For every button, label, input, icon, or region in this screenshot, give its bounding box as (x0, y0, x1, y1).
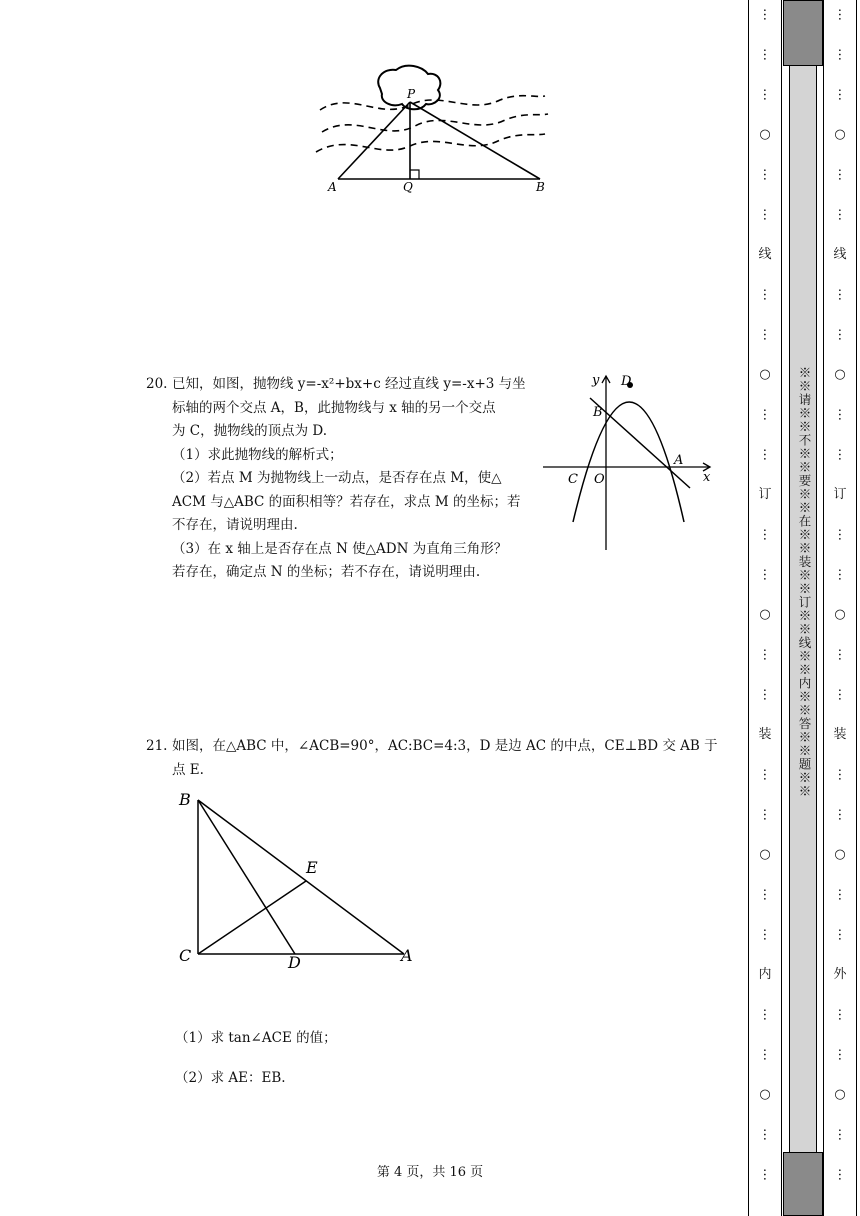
binding-strip-inner (748, 0, 782, 1216)
binding-mark: … (760, 1128, 775, 1141)
figure-q20 (540, 368, 720, 553)
binding-mark: … (760, 1168, 775, 1181)
label-D: D (621, 374, 632, 389)
right-angle-mark (410, 170, 419, 179)
label-x: x (703, 470, 711, 485)
part-2-line-1: （2）若点 M 为抛物线上一动点，是否存在点 M，使△ (172, 470, 502, 486)
figure-q21 (175, 785, 425, 975)
label-y: y (592, 373, 600, 388)
gray-block-bottom (783, 1152, 823, 1216)
label-A: A (328, 180, 337, 194)
binding-mark: … (760, 328, 775, 341)
label-P: P (407, 87, 416, 101)
binding-mark: … (835, 808, 850, 821)
binding-mark: ○ (759, 367, 771, 382)
binding-mark: 装 (833, 727, 847, 742)
binding-mark: … (835, 1048, 850, 1061)
label-Q: Q (403, 180, 413, 194)
parabola (573, 402, 684, 522)
question-20 (146, 373, 541, 585)
binding-mark: … (760, 1048, 775, 1061)
binding-mark: 装 (758, 727, 772, 742)
binding-mark: ○ (759, 1087, 771, 1102)
binding-mark: … (835, 328, 850, 341)
binding-mark: … (760, 168, 775, 181)
q21-part-1: （1）求 tan∠ACE 的值； (175, 1030, 337, 1046)
binding-mark: … (835, 88, 850, 101)
binding-mark: … (835, 888, 850, 901)
binding-mark: … (760, 1008, 775, 1021)
question-text-line-2: 标轴的两个交点 A，B，此抛物线与 x 轴的另一个交点 (172, 399, 496, 416)
binding-mark: … (835, 8, 850, 21)
binding-mark: 外 (833, 967, 847, 982)
q21-part-2: （2）求 AE：EB. (175, 1070, 286, 1086)
part-1: （1）求此抛物线的解析式； (172, 446, 343, 463)
binding-mark: … (760, 408, 775, 421)
question-text-line-3: 为 C，抛物线的顶点为 D. (172, 423, 328, 439)
binding-mark: … (760, 88, 775, 101)
page-footer: 第 4 页，共 16 页 (376, 1165, 484, 1180)
binding-gray-bar (783, 0, 823, 1216)
question-text-line-1: 已知，如图，抛物线 y=-x²+bx+c 经过直线 y=-x+3 与坐 (172, 376, 526, 392)
label-C: C (568, 472, 578, 487)
label-B: B (593, 405, 603, 420)
binding-mark: … (835, 928, 850, 941)
binding-mark: … (835, 288, 850, 301)
part-3-line-2: 若存在，确定点 N 的坐标；若不存在，请说明理由. (172, 564, 481, 580)
binding-mark: ○ (759, 847, 771, 862)
binding-mark: … (835, 208, 850, 221)
binding-mark: … (835, 48, 850, 61)
segment-PA (338, 102, 410, 179)
binding-mark: ○ (834, 367, 846, 382)
binding-mark: … (760, 528, 775, 541)
binding-notice: ※※请※※不※※要※※在※※装※※订※※线※※内※※答※※题※※ (797, 366, 812, 798)
binding-mark: … (835, 648, 850, 661)
binding-mark: ○ (759, 607, 771, 622)
segment-PB (410, 102, 540, 179)
label-B: B (179, 790, 191, 809)
binding-mark: ○ (834, 1087, 846, 1102)
binding-mark: … (760, 448, 775, 461)
binding-mark: … (760, 808, 775, 821)
question-number: 21. (146, 738, 168, 754)
part-2-line-3: 不存在，请说明理由. (172, 517, 298, 533)
part-2-line-2: ACM 与△ABC 的面积相等？若存在，求点 M 的坐标；若 (172, 493, 521, 510)
binding-mark: … (760, 888, 775, 901)
binding-mark: … (835, 688, 850, 701)
binding-mark: … (760, 568, 775, 581)
binding-mark: 订 (833, 487, 847, 502)
label-C: C (179, 946, 192, 965)
binding-mark: 线 (833, 247, 847, 262)
label-O: O (594, 472, 605, 487)
binding-mark: 线 (758, 247, 772, 262)
label-A: A (401, 946, 413, 965)
binding-mark: … (760, 688, 775, 701)
binding-mark: 内 (758, 967, 772, 982)
binding-mark: … (835, 408, 850, 421)
binding-mark: … (760, 768, 775, 781)
label-A: A (674, 453, 684, 468)
binding-mark: … (760, 208, 775, 221)
binding-mark: … (760, 648, 775, 661)
question-21 (146, 735, 726, 782)
binding-mark: … (835, 1168, 850, 1181)
binding-mark: ○ (834, 607, 846, 622)
segment-BD (198, 800, 295, 954)
label-D: D (288, 953, 301, 972)
line-AB (590, 398, 690, 488)
binding-mark: … (835, 448, 850, 461)
gray-block-top (783, 0, 823, 66)
binding-mark: … (760, 288, 775, 301)
binding-mark: … (835, 1128, 850, 1141)
binding-mark: ○ (759, 127, 771, 142)
label-B: B (536, 180, 545, 194)
figure-q19 (310, 60, 550, 200)
wave-line-3 (316, 134, 545, 152)
segment-BA (198, 800, 404, 954)
binding-mark: … (760, 928, 775, 941)
binding-mark: … (760, 48, 775, 61)
question-number: 20. (146, 376, 168, 392)
part-3-line-1: （3）在 x 轴上是否存在点 N 使△ADN 为直角三角形？ (172, 540, 508, 557)
segment-CE (198, 881, 306, 954)
binding-mark: ○ (834, 127, 846, 142)
question-text-line-2: 点 E. (172, 761, 204, 778)
binding-mark: 订 (758, 487, 772, 502)
binding-strip-outer (823, 0, 857, 1216)
binding-mark: … (835, 168, 850, 181)
binding-mark: … (835, 1008, 850, 1021)
question-text-line-1: 如图，在△ABC 中，∠ACB=90°，AC:BC=4:3，D 是边 AC 的中点，CE⊥BD 交 AB 于 (172, 738, 718, 754)
binding-mark: ○ (834, 847, 846, 862)
label-E: E (306, 858, 318, 877)
binding-mark: … (835, 528, 850, 541)
binding-mark: … (835, 568, 850, 581)
binding-mark: … (835, 768, 850, 781)
binding-mark: … (760, 8, 775, 21)
